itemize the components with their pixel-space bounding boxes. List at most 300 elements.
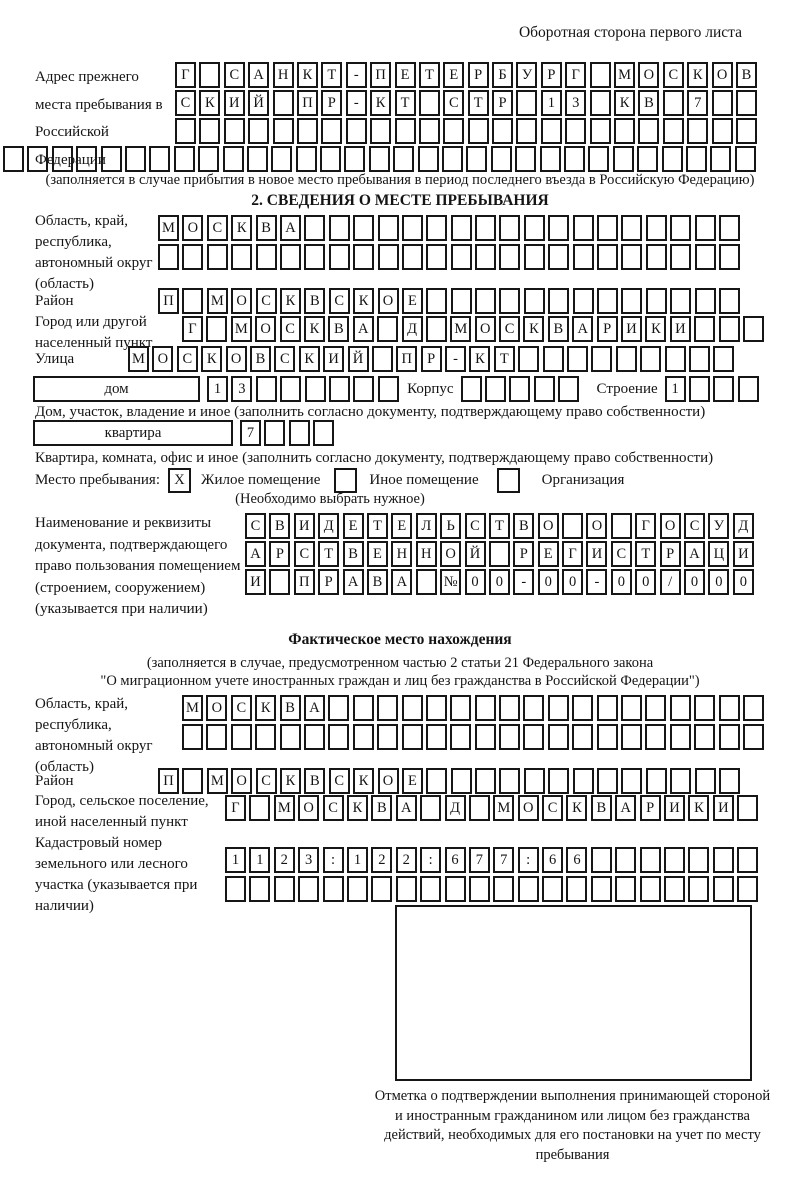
char-box[interactable] xyxy=(248,118,269,144)
char-box[interactable]: С xyxy=(443,90,464,116)
char-box[interactable]: Е xyxy=(402,768,423,794)
char-box[interactable] xyxy=(621,244,642,270)
char-box[interactable] xyxy=(640,346,661,372)
char-box[interactable]: Т xyxy=(367,513,388,539)
char-box[interactable]: 0 xyxy=(635,569,656,595)
char-box[interactable] xyxy=(353,724,374,750)
char-box[interactable] xyxy=(450,695,471,721)
char-box[interactable] xyxy=(289,420,310,446)
char-box[interactable] xyxy=(524,288,545,314)
char-box[interactable]: В xyxy=(328,316,349,342)
char-box[interactable] xyxy=(564,146,585,172)
char-box[interactable] xyxy=(558,376,579,402)
char-box[interactable]: М xyxy=(231,316,252,342)
char-box[interactable]: И xyxy=(586,541,607,567)
char-box[interactable]: Т xyxy=(395,90,416,116)
char-box[interactable] xyxy=(670,288,691,314)
char-box[interactable]: Н xyxy=(273,62,294,88)
char-box[interactable]: С xyxy=(256,768,277,794)
char-box[interactable] xyxy=(426,244,447,270)
char-box[interactable] xyxy=(688,847,709,873)
char-box[interactable]: Е xyxy=(395,62,416,88)
char-box[interactable] xyxy=(466,146,487,172)
char-box[interactable] xyxy=(485,376,506,402)
char-box[interactable]: Й xyxy=(465,541,486,567)
char-box[interactable] xyxy=(686,146,707,172)
char-box[interactable]: 3 xyxy=(231,376,252,402)
char-box[interactable]: С xyxy=(499,316,520,342)
char-box[interactable]: П xyxy=(297,90,318,116)
char-box[interactable] xyxy=(475,288,496,314)
char-box[interactable]: В xyxy=(638,90,659,116)
char-box[interactable] xyxy=(256,376,277,402)
char-box[interactable]: К xyxy=(614,90,635,116)
char-box[interactable]: А xyxy=(615,795,636,821)
char-box[interactable]: Р xyxy=(541,62,562,88)
char-box[interactable]: Р xyxy=(492,90,513,116)
char-box[interactable] xyxy=(451,768,472,794)
char-box[interactable]: 3 xyxy=(298,847,319,873)
char-box[interactable]: 2 xyxy=(371,847,392,873)
char-box[interactable] xyxy=(353,376,374,402)
char-box[interactable] xyxy=(451,288,472,314)
char-box[interactable] xyxy=(534,376,555,402)
char-box[interactable] xyxy=(694,316,715,342)
char-box[interactable]: № xyxy=(440,569,461,595)
char-box[interactable] xyxy=(499,695,520,721)
char-box[interactable] xyxy=(573,288,594,314)
char-box[interactable]: 0 xyxy=(684,569,705,595)
char-box[interactable] xyxy=(353,215,374,241)
char-box[interactable]: С xyxy=(245,513,266,539)
char-box[interactable] xyxy=(420,876,441,902)
char-box[interactable] xyxy=(540,146,561,172)
char-box[interactable] xyxy=(689,376,710,402)
char-box[interactable] xyxy=(591,346,612,372)
char-box[interactable] xyxy=(567,346,588,372)
char-box[interactable]: К xyxy=(353,768,374,794)
char-box[interactable]: Т xyxy=(635,541,656,567)
char-box[interactable] xyxy=(743,316,764,342)
char-box[interactable]: В xyxy=(304,288,325,314)
char-box[interactable]: Д xyxy=(733,513,754,539)
char-box[interactable]: К xyxy=(304,316,325,342)
char-box[interactable]: Т xyxy=(468,90,489,116)
char-box[interactable]: Р xyxy=(660,541,681,567)
char-box[interactable] xyxy=(645,695,666,721)
char-box[interactable]: Г xyxy=(225,795,246,821)
char-box[interactable] xyxy=(713,346,734,372)
char-box[interactable]: Ц xyxy=(708,541,729,567)
char-box[interactable]: - xyxy=(586,569,607,595)
char-box[interactable]: И xyxy=(733,541,754,567)
char-box[interactable] xyxy=(509,376,530,402)
char-box[interactable]: В xyxy=(371,795,392,821)
char-box[interactable]: Р xyxy=(640,795,661,821)
char-box[interactable]: 2 xyxy=(396,847,417,873)
char-box[interactable] xyxy=(591,847,612,873)
char-box[interactable] xyxy=(516,90,537,116)
char-box[interactable] xyxy=(613,146,634,172)
char-box[interactable] xyxy=(719,724,740,750)
char-box[interactable] xyxy=(280,376,301,402)
char-box[interactable] xyxy=(491,146,512,172)
char-box[interactable] xyxy=(426,215,447,241)
residential-checkbox[interactable]: X xyxy=(168,468,191,493)
char-box[interactable]: Т xyxy=(321,62,342,88)
char-box[interactable]: С xyxy=(224,62,245,88)
char-box[interactable]: Д xyxy=(318,513,339,539)
char-box[interactable]: Е xyxy=(367,541,388,567)
char-box[interactable] xyxy=(695,215,716,241)
char-box[interactable]: А xyxy=(391,569,412,595)
char-box[interactable]: Н xyxy=(391,541,412,567)
char-box[interactable]: О xyxy=(440,541,461,567)
char-box[interactable]: 1 xyxy=(207,376,228,402)
char-box[interactable] xyxy=(515,146,536,172)
char-box[interactable] xyxy=(347,876,368,902)
char-box[interactable]: Т xyxy=(489,513,510,539)
char-box[interactable]: С xyxy=(231,695,252,721)
char-box[interactable]: О xyxy=(231,288,252,314)
char-box[interactable]: А xyxy=(248,62,269,88)
char-box[interactable]: О xyxy=(378,768,399,794)
char-box[interactable] xyxy=(297,118,318,144)
char-box[interactable]: У xyxy=(516,62,537,88)
char-box[interactable] xyxy=(27,146,48,172)
char-box[interactable]: 1 xyxy=(225,847,246,873)
char-box[interactable] xyxy=(543,346,564,372)
char-box[interactable] xyxy=(664,876,685,902)
char-box[interactable]: К xyxy=(645,316,666,342)
char-box[interactable]: М xyxy=(207,768,228,794)
char-box[interactable]: О xyxy=(298,795,319,821)
char-box[interactable]: К xyxy=(523,316,544,342)
char-box[interactable] xyxy=(565,118,586,144)
char-box[interactable] xyxy=(426,288,447,314)
char-box[interactable]: 1 xyxy=(665,376,686,402)
char-box[interactable] xyxy=(426,768,447,794)
char-box[interactable] xyxy=(493,876,514,902)
char-box[interactable]: С xyxy=(323,795,344,821)
char-box[interactable] xyxy=(616,346,637,372)
char-box[interactable] xyxy=(344,146,365,172)
char-box[interactable] xyxy=(737,847,758,873)
char-box[interactable]: М xyxy=(128,346,149,372)
char-box[interactable] xyxy=(298,876,319,902)
char-box[interactable]: Е xyxy=(343,513,364,539)
char-box[interactable] xyxy=(719,215,740,241)
char-box[interactable]: П xyxy=(396,346,417,372)
char-box[interactable] xyxy=(224,118,245,144)
char-box[interactable]: К xyxy=(370,90,391,116)
char-box[interactable]: Г xyxy=(635,513,656,539)
char-box[interactable] xyxy=(621,215,642,241)
char-box[interactable]: М xyxy=(450,316,471,342)
char-box[interactable] xyxy=(231,244,252,270)
char-box[interactable] xyxy=(695,768,716,794)
char-box[interactable]: С xyxy=(256,288,277,314)
char-box[interactable] xyxy=(597,768,618,794)
char-box[interactable]: П xyxy=(158,768,179,794)
char-box[interactable]: Е xyxy=(391,513,412,539)
char-box[interactable]: В xyxy=(591,795,612,821)
char-box[interactable] xyxy=(670,215,691,241)
char-box[interactable] xyxy=(273,118,294,144)
char-box[interactable] xyxy=(518,346,539,372)
char-box[interactable] xyxy=(737,876,758,902)
char-box[interactable]: С xyxy=(294,541,315,567)
char-box[interactable]: У xyxy=(708,513,729,539)
char-box[interactable] xyxy=(719,244,740,270)
char-box[interactable] xyxy=(369,146,390,172)
char-box[interactable] xyxy=(670,695,691,721)
char-box[interactable] xyxy=(372,346,393,372)
char-box[interactable]: Й xyxy=(248,90,269,116)
char-box[interactable] xyxy=(688,876,709,902)
char-box[interactable] xyxy=(597,244,618,270)
char-box[interactable] xyxy=(646,768,667,794)
char-box[interactable] xyxy=(611,513,632,539)
char-box[interactable] xyxy=(524,244,545,270)
char-box[interactable] xyxy=(469,795,490,821)
char-box[interactable] xyxy=(313,420,334,446)
char-box[interactable] xyxy=(377,316,398,342)
char-box[interactable] xyxy=(719,695,740,721)
char-box[interactable] xyxy=(562,513,583,539)
char-box[interactable]: К xyxy=(255,695,276,721)
char-box[interactable] xyxy=(475,695,496,721)
char-box[interactable] xyxy=(461,376,482,402)
char-box[interactable] xyxy=(695,244,716,270)
char-box[interactable]: Р xyxy=(321,90,342,116)
char-box[interactable] xyxy=(249,795,270,821)
char-box[interactable]: К xyxy=(299,346,320,372)
char-box[interactable] xyxy=(255,724,276,750)
char-box[interactable] xyxy=(149,146,170,172)
char-box[interactable]: Г xyxy=(565,62,586,88)
char-box[interactable] xyxy=(640,847,661,873)
char-box[interactable]: 2 xyxy=(274,847,295,873)
char-box[interactable]: А xyxy=(353,316,374,342)
char-box[interactable]: О xyxy=(152,346,173,372)
char-box[interactable]: 6 xyxy=(445,847,466,873)
char-box[interactable]: Г xyxy=(562,541,583,567)
char-box[interactable] xyxy=(646,244,667,270)
char-box[interactable]: 0 xyxy=(465,569,486,595)
char-box[interactable]: 7 xyxy=(240,420,261,446)
char-box[interactable]: К xyxy=(280,288,301,314)
char-box[interactable] xyxy=(304,215,325,241)
char-box[interactable]: / xyxy=(660,569,681,595)
char-box[interactable] xyxy=(426,724,447,750)
char-box[interactable]: С xyxy=(542,795,563,821)
char-box[interactable]: К xyxy=(469,346,490,372)
char-box[interactable] xyxy=(499,724,520,750)
char-box[interactable] xyxy=(719,768,740,794)
char-box[interactable] xyxy=(736,90,757,116)
char-box[interactable]: 0 xyxy=(708,569,729,595)
char-box[interactable]: 0 xyxy=(611,569,632,595)
char-box[interactable]: Е xyxy=(402,288,423,314)
char-box[interactable] xyxy=(353,695,374,721)
char-box[interactable]: О xyxy=(638,62,659,88)
char-box[interactable]: Й xyxy=(348,346,369,372)
char-box[interactable]: И xyxy=(224,90,245,116)
char-box[interactable]: И xyxy=(664,795,685,821)
char-box[interactable] xyxy=(597,695,618,721)
char-box[interactable] xyxy=(346,118,367,144)
char-box[interactable] xyxy=(743,724,764,750)
char-box[interactable] xyxy=(646,215,667,241)
char-box[interactable] xyxy=(206,316,227,342)
char-box[interactable] xyxy=(475,215,496,241)
char-box[interactable]: С xyxy=(465,513,486,539)
char-box[interactable] xyxy=(273,90,294,116)
char-box[interactable]: - xyxy=(346,90,367,116)
char-box[interactable]: М xyxy=(207,288,228,314)
char-box[interactable]: Т xyxy=(318,541,339,567)
char-box[interactable] xyxy=(451,244,472,270)
char-box[interactable] xyxy=(548,215,569,241)
char-box[interactable] xyxy=(670,244,691,270)
char-box[interactable]: С xyxy=(611,541,632,567)
char-box[interactable] xyxy=(573,768,594,794)
char-box[interactable]: М xyxy=(158,215,179,241)
char-box[interactable] xyxy=(597,724,618,750)
char-box[interactable]: 1 xyxy=(541,90,562,116)
char-box[interactable]: О xyxy=(475,316,496,342)
char-box[interactable] xyxy=(615,847,636,873)
char-box[interactable]: А xyxy=(280,215,301,241)
char-box[interactable]: О xyxy=(182,215,203,241)
char-box[interactable] xyxy=(370,118,391,144)
char-box[interactable]: В xyxy=(280,695,301,721)
char-box[interactable] xyxy=(548,288,569,314)
char-box[interactable]: Ь xyxy=(440,513,461,539)
char-box[interactable] xyxy=(419,118,440,144)
char-box[interactable] xyxy=(182,288,203,314)
char-box[interactable] xyxy=(591,876,612,902)
char-box[interactable]: О xyxy=(226,346,247,372)
char-box[interactable]: И xyxy=(713,795,734,821)
char-box[interactable] xyxy=(247,146,268,172)
char-box[interactable] xyxy=(182,724,203,750)
char-box[interactable] xyxy=(646,288,667,314)
char-box[interactable]: 1 xyxy=(347,847,368,873)
char-box[interactable] xyxy=(269,569,290,595)
char-box[interactable] xyxy=(573,215,594,241)
char-box[interactable]: В xyxy=(256,215,277,241)
char-box[interactable]: В xyxy=(304,768,325,794)
char-box[interactable]: 0 xyxy=(489,569,510,595)
char-box[interactable]: Т xyxy=(419,62,440,88)
char-box[interactable] xyxy=(518,876,539,902)
char-box[interactable]: К xyxy=(566,795,587,821)
char-box[interactable] xyxy=(377,695,398,721)
char-box[interactable]: О xyxy=(255,316,276,342)
char-box[interactable]: : xyxy=(323,847,344,873)
char-box[interactable] xyxy=(174,146,195,172)
char-box[interactable] xyxy=(402,695,423,721)
char-box[interactable]: О xyxy=(231,768,252,794)
char-box[interactable] xyxy=(524,215,545,241)
char-box[interactable]: : xyxy=(518,847,539,873)
char-box[interactable] xyxy=(445,876,466,902)
char-box[interactable] xyxy=(207,244,228,270)
char-box[interactable] xyxy=(402,215,423,241)
char-box[interactable] xyxy=(665,346,686,372)
char-box[interactable] xyxy=(712,90,733,116)
char-box[interactable]: Т xyxy=(494,346,515,372)
char-box[interactable] xyxy=(198,146,219,172)
char-box[interactable]: Д xyxy=(445,795,466,821)
char-box[interactable] xyxy=(687,118,708,144)
char-box[interactable]: С xyxy=(663,62,684,88)
char-box[interactable]: Р xyxy=(468,62,489,88)
char-box[interactable] xyxy=(719,288,740,314)
char-box[interactable] xyxy=(735,146,756,172)
char-box[interactable] xyxy=(489,541,510,567)
char-box[interactable] xyxy=(304,244,325,270)
char-box[interactable] xyxy=(662,146,683,172)
char-box[interactable]: О xyxy=(712,62,733,88)
char-box[interactable]: С xyxy=(684,513,705,539)
char-box[interactable] xyxy=(329,244,350,270)
char-box[interactable] xyxy=(420,795,441,821)
char-box[interactable] xyxy=(321,118,342,144)
char-box[interactable]: Р xyxy=(318,569,339,595)
char-box[interactable] xyxy=(328,695,349,721)
char-box[interactable] xyxy=(621,288,642,314)
char-box[interactable]: Р xyxy=(513,541,534,567)
char-box[interactable] xyxy=(231,724,252,750)
char-box[interactable] xyxy=(542,876,563,902)
char-box[interactable] xyxy=(499,288,520,314)
char-box[interactable] xyxy=(304,724,325,750)
char-box[interactable]: К xyxy=(347,795,368,821)
char-box[interactable] xyxy=(296,146,317,172)
char-box[interactable] xyxy=(3,146,24,172)
char-box[interactable] xyxy=(199,62,220,88)
char-box[interactable] xyxy=(743,695,764,721)
char-box[interactable] xyxy=(249,876,270,902)
char-box[interactable]: К xyxy=(231,215,252,241)
char-box[interactable] xyxy=(378,215,399,241)
char-box[interactable]: Н xyxy=(416,541,437,567)
char-box[interactable] xyxy=(329,376,350,402)
char-box[interactable] xyxy=(516,118,537,144)
char-box[interactable]: 6 xyxy=(542,847,563,873)
char-box[interactable]: К xyxy=(199,90,220,116)
char-box[interactable] xyxy=(499,244,520,270)
char-box[interactable] xyxy=(588,146,609,172)
char-box[interactable] xyxy=(468,118,489,144)
char-box[interactable]: С xyxy=(329,288,350,314)
char-box[interactable] xyxy=(614,118,635,144)
char-box[interactable] xyxy=(670,724,691,750)
char-box[interactable] xyxy=(396,876,417,902)
char-box[interactable] xyxy=(371,876,392,902)
char-box[interactable]: 7 xyxy=(493,847,514,873)
char-box[interactable] xyxy=(158,244,179,270)
char-box[interactable]: К xyxy=(201,346,222,372)
char-box[interactable] xyxy=(621,695,642,721)
char-box[interactable] xyxy=(713,876,734,902)
char-box[interactable] xyxy=(264,420,285,446)
char-box[interactable]: - xyxy=(445,346,466,372)
char-box[interactable] xyxy=(323,876,344,902)
